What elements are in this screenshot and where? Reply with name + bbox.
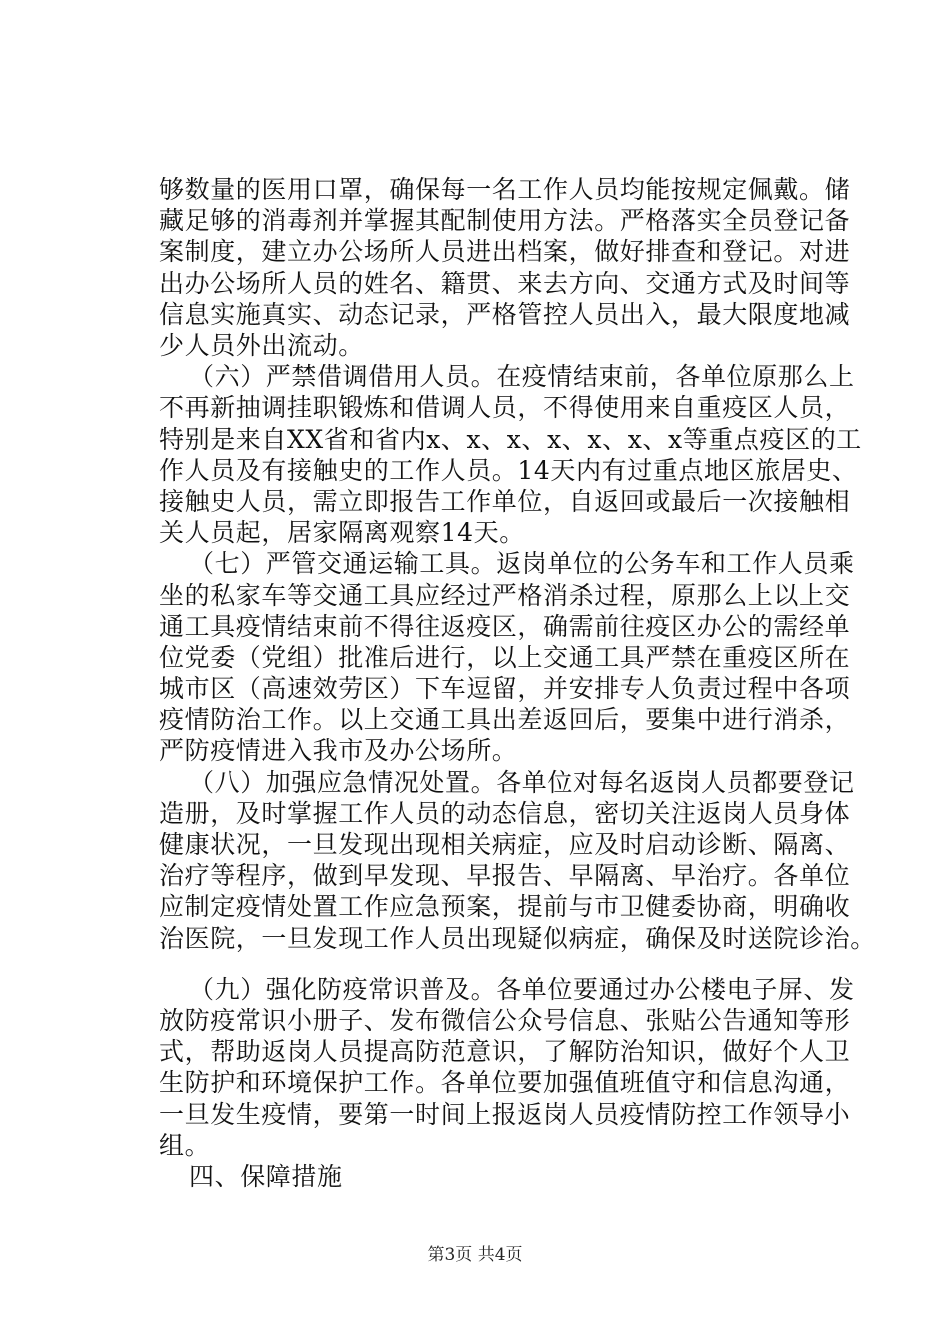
- body-text-line: 组。: [159, 1131, 211, 1160]
- body-text-line: 健康状况，一旦发现出现相关病症，应及时启动诊断、隔离、: [159, 830, 851, 859]
- body-text-line: 疫情防治工作。以上交通工具出差返回后，要集中进行消杀，: [159, 705, 851, 734]
- section-heading: 四、保障措施: [189, 1162, 343, 1191]
- body-text-line: 放防疫常识小册子、发布微信公众号信息、张贴公告通知等形: [159, 1006, 851, 1035]
- body-text-line: 治疗等程序，做到早发现、早报告、早隔离、早治疗。各单位: [159, 861, 851, 890]
- body-text-line: 特别是来自XX省和省内x、x、x、x、x、x、x等重点疫区的工: [159, 425, 862, 454]
- body-text-line: 一旦发生疫情，要第一时间上报返岗人员疫情防控工作领导小: [159, 1100, 851, 1129]
- body-text-line: 不再新抽调挂职锻炼和借调人员，不得使用来自重疫区人员，: [159, 393, 851, 422]
- body-text-line: 出办公场所人员的姓名、籍贯、来去方向、交通方式及时间等: [159, 269, 851, 298]
- body-text-line: 应制定疫情处置工作应急预案，提前与市卫健委协商，明确收: [159, 892, 851, 921]
- body-text-line: 藏足够的消毒剂并掌握其配制使用方法。严格落实全员登记备: [159, 206, 851, 235]
- paragraph-6-heading-line: （六）严禁借调借用人员。在疫情结束前，各单位原那么上: [189, 362, 855, 391]
- paragraph-7-heading-line: （七）严管交通运输工具。返岗单位的公务车和工作人员乘: [189, 549, 855, 578]
- page-footer: 第3页 共4页: [427, 1245, 523, 1265]
- body-text-line: 案制度，建立办公场所人员进出档案，做好排查和登记。对进: [159, 237, 851, 266]
- body-text-line: 少人员外出流动。: [159, 331, 364, 360]
- body-text-line: 通工具疫情结束前不得往返疫区，确需前往疫区办公的需经单: [159, 612, 851, 641]
- paragraph-8-heading-line: （八）加强应急情况处置。各单位对每名返岗人员都要登记: [189, 768, 855, 797]
- body-text-line: 治医院，一旦发现工作人员出现疑似病症，确保及时送院诊治。: [159, 924, 876, 953]
- body-text-line: 严防疫情进入我市及办公场所。: [159, 736, 518, 765]
- body-text-line: 信息实施真实、动态记录，严格管控人员出入，最大限度地减: [159, 300, 851, 329]
- body-text-line: 够数量的医用口罩，确保每一名工作人员均能按规定佩戴。储: [159, 175, 851, 204]
- body-text-line: 关人员起，居家隔离观察14天。: [159, 518, 525, 547]
- paragraph-9-heading-line: （九）强化防疫常识普及。各单位要通过办公楼电子屏、发: [189, 975, 855, 1004]
- body-text-line: 式，帮助返岗人员提高防范意识，了解防治知识，做好个人卫: [159, 1037, 851, 1066]
- body-text-line: 接触史人员，需立即报告工作单位，自返回或最后一次接触相: [159, 487, 851, 516]
- body-text-line: 位党委（党组）批准后进行，以上交通工具严禁在重疫区所在: [159, 643, 851, 672]
- body-text-line: 造册，及时掌握工作人员的动态信息，密切关注返岗人员身体: [159, 799, 851, 828]
- body-text-line: 作人员及有接触史的工作人员。14天内有过重点地区旅居史、: [159, 456, 858, 485]
- body-text-line: 生防护和环境保护工作。各单位要加强值班值守和信息沟通，: [159, 1068, 851, 1097]
- body-text-line: 城市区（高速效劳区）下车逗留，并安排专人负责过程中各项: [159, 674, 851, 703]
- body-text-line: 坐的私家车等交通工具应经过严格消杀过程，原那么上以上交: [159, 581, 851, 610]
